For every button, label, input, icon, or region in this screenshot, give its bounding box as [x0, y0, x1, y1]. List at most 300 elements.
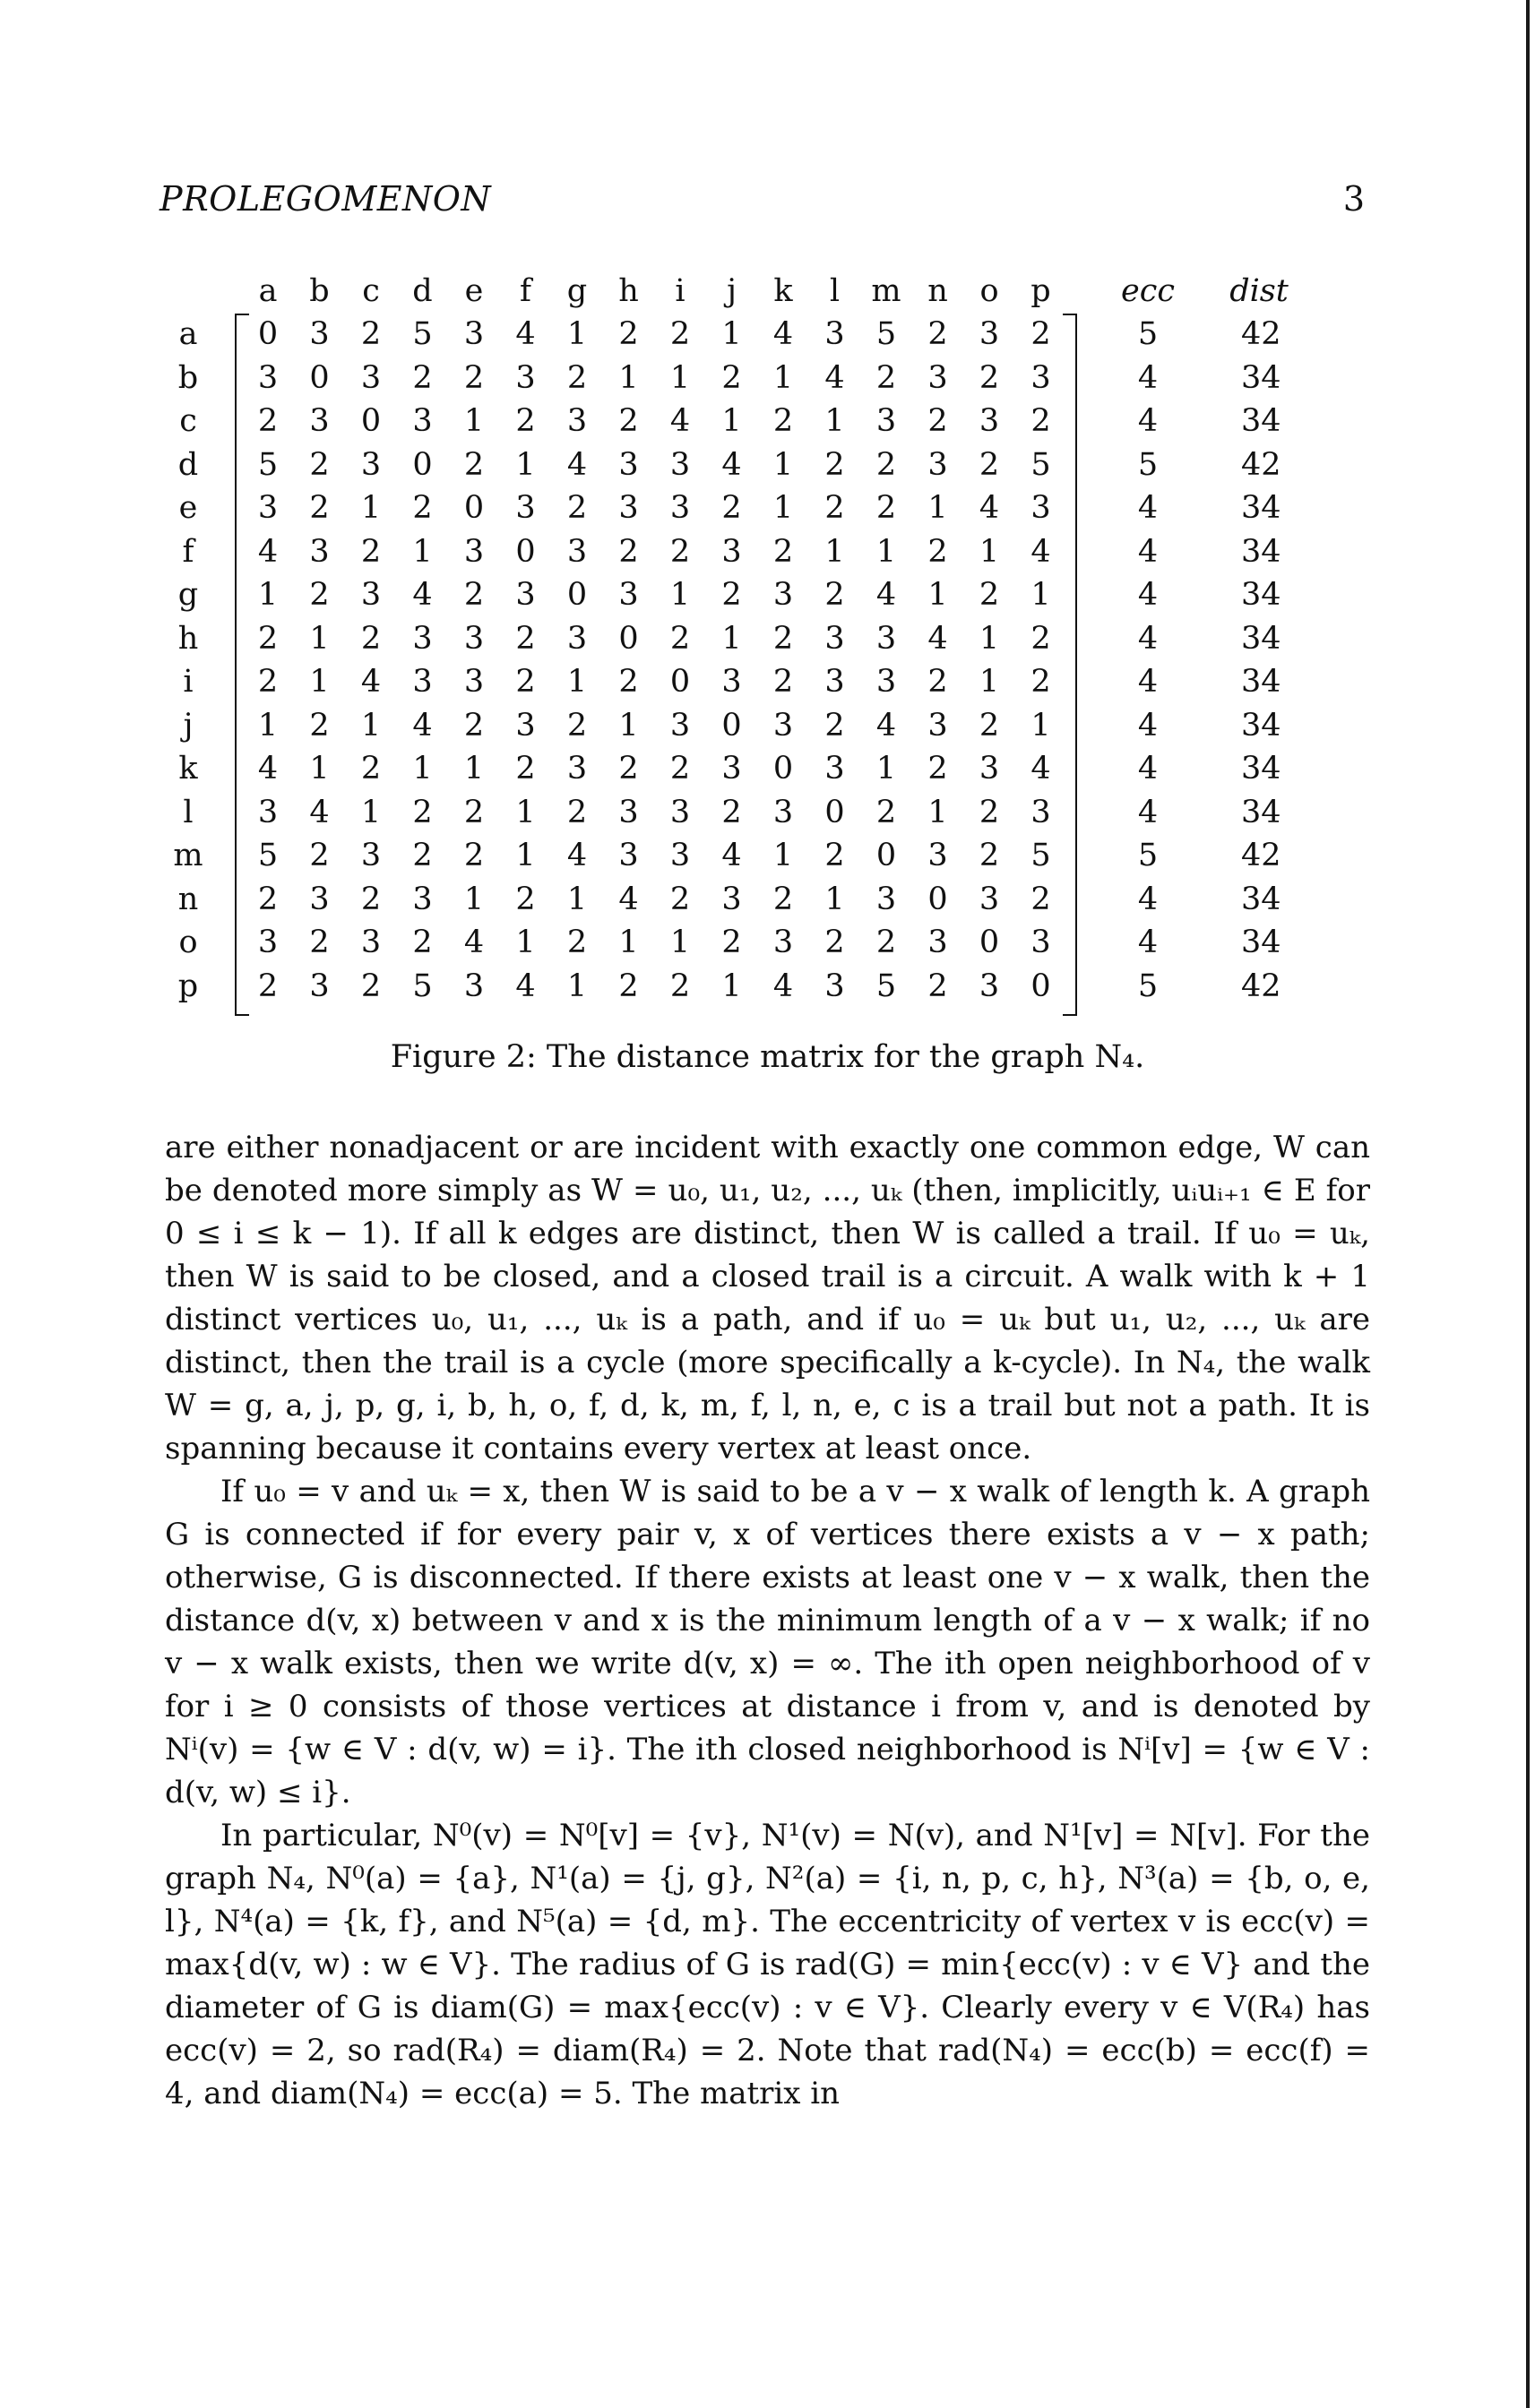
matrix-dist-value: 34 [1241, 359, 1281, 396]
matrix-cell: 2 [927, 968, 948, 1004]
matrix-cell: 2 [515, 620, 536, 657]
matrix-cell: 1 [566, 968, 588, 1004]
matrix-cell: 2 [979, 577, 1000, 613]
matrix-cell: 2 [979, 707, 1000, 744]
body-text [165, 1126, 1370, 2115]
matrix-cell: 5 [1031, 446, 1051, 483]
matrix-cell: 2 [515, 751, 536, 787]
matrix-cell: 2 [875, 794, 897, 830]
matrix-cell: 1 [979, 533, 1000, 570]
matrix-cell: 2 [566, 490, 588, 526]
matrix-col-label: b [309, 273, 330, 309]
matrix-cell: 2 [360, 881, 382, 917]
matrix-cell: 4 [772, 316, 794, 352]
matrix-cell: 2 [463, 577, 485, 613]
matrix-ecc-value: 5 [1137, 838, 1159, 873]
matrix-cell: 0 [772, 751, 794, 787]
matrix-cell: 3 [360, 359, 382, 396]
matrix-col-label: g [566, 273, 588, 309]
matrix-cell: 2 [875, 490, 897, 526]
matrix-cell: 2 [257, 620, 279, 657]
matrix-cell: 4 [618, 881, 639, 917]
matrix-cell: 3 [875, 403, 897, 439]
matrix-cell: 2 [721, 359, 742, 396]
matrix-cell: 1 [669, 359, 691, 396]
matrix-cell: 2 [1031, 664, 1051, 700]
matrix-col-label: d [412, 273, 433, 309]
matrix-cell: 1 [1031, 577, 1051, 613]
matrix-col-label: k [773, 273, 793, 309]
matrix-cell: 1 [1031, 707, 1051, 744]
matrix-row-label: b [177, 359, 199, 396]
matrix-cell: 2 [566, 359, 588, 396]
matrix-cell: 1 [824, 403, 845, 439]
paragraph-3: In particular, N⁰(v) = N⁰[v] = {v}, N¹(v) = N(v), and N¹[v] = N[v]. For the graph N₄, N⁰(a) = {a}, N¹(a) = {j, g}, N²(a) = {i, n, p, c, h}, N³(a) = {b, o, e, l}, N⁴(a) = {k, f}, and N⁵(a) = {d, m}. The eccentricity of vertex v is ecc(v) = max{d(v, w) : w ∈ V}. The radius of G is rad(G) = min{ecc(v) : v ∈ V} and the diameter of G is diam(G) = max{ecc(v) : v ∈ V}. Clearly every v ∈ V(R₄) has ecc(v) = 2, so rad(R₄) = diam(R₄) = 2. Note that rad(N₄) = ecc(b) = ecc(f) = 4, and diam(N₄) = ecc(a) = 5. The matrix in [165, 1818, 1370, 2111]
matrix-col-label: o [979, 273, 999, 309]
matrix-cell: 3 [721, 664, 742, 700]
matrix-cell: 3 [412, 881, 433, 917]
matrix-cell: 2 [618, 316, 639, 352]
matrix-row-label: i [183, 664, 194, 700]
running-title: PROLEGOMENON [160, 179, 492, 219]
matrix-cell: 2 [927, 664, 948, 700]
matrix-cell: 2 [1031, 316, 1051, 352]
matrix-cell: 2 [1031, 620, 1051, 657]
matrix-cell: 2 [412, 490, 433, 526]
matrix-cell: 2 [618, 533, 639, 570]
matrix-cell: 1 [515, 446, 536, 483]
matrix-cell: 1 [618, 924, 639, 960]
matrix-cell: 1 [824, 533, 845, 570]
matrix-cell: 0 [566, 577, 588, 613]
matrix-cell: 2 [463, 838, 485, 873]
matrix-cell: 1 [721, 403, 742, 439]
matrix-row-label: n [177, 881, 199, 917]
matrix-cell: 2 [309, 446, 330, 483]
matrix-row-label: f [182, 533, 194, 570]
matrix-cell: 2 [463, 359, 485, 396]
matrix-cell: 2 [566, 707, 588, 744]
matrix-cell: 2 [360, 751, 382, 787]
matrix-cell: 3 [618, 838, 639, 873]
matrix-cell: 3 [875, 881, 897, 917]
matrix-cell: 2 [669, 620, 691, 657]
matrix-cell: 1 [979, 664, 1000, 700]
matrix-dist-value: 34 [1241, 577, 1281, 613]
matrix-cell: 4 [927, 620, 948, 657]
matrix-cell: 1 [257, 577, 279, 613]
matrix-dist-value: 42 [1241, 446, 1281, 483]
matrix-cell: 1 [721, 620, 742, 657]
matrix-cell: 1 [463, 881, 485, 917]
matrix-row-label: o [178, 924, 198, 960]
matrix-cell: 2 [515, 881, 536, 917]
figure-caption: Figure 2: The distance matrix for the graph N₄. [390, 1039, 1145, 1075]
matrix-ecc-value: 4 [1137, 533, 1159, 570]
matrix-cell: 2 [875, 359, 897, 396]
matrix-left-bracket [235, 314, 249, 1016]
matrix-ecc-value: 5 [1137, 316, 1159, 352]
matrix-cell: 1 [515, 794, 536, 830]
matrix-cell: 1 [772, 446, 794, 483]
matrix-cell: 4 [979, 490, 1000, 526]
matrix-dist-value: 42 [1241, 316, 1281, 352]
matrix-cell: 2 [463, 707, 485, 744]
matrix-cell: 3 [875, 664, 897, 700]
matrix-cell: 1 [618, 359, 639, 396]
matrix-cell: 1 [772, 490, 794, 526]
matrix-cell: 3 [1031, 359, 1051, 396]
matrix-cell: 0 [309, 359, 330, 396]
matrix-cell: 4 [463, 924, 485, 960]
matrix-ecc-value: 5 [1137, 968, 1159, 1004]
matrix-row-label: j [183, 707, 194, 744]
matrix-cell: 3 [721, 881, 742, 917]
matrix-cell: 2 [772, 881, 794, 917]
matrix-cell: 3 [257, 924, 279, 960]
matrix-cell: 1 [360, 707, 382, 744]
matrix-dist-value: 34 [1241, 620, 1281, 657]
matrix-cell: 3 [669, 490, 691, 526]
matrix-cell: 0 [515, 533, 536, 570]
matrix-ecc-value: 4 [1137, 620, 1159, 657]
matrix-ecc-value: 4 [1137, 577, 1159, 613]
matrix-cell: 3 [618, 490, 639, 526]
matrix-cell: 1 [927, 490, 948, 526]
matrix-cell: 1 [618, 707, 639, 744]
matrix-cell: 3 [618, 794, 639, 830]
matrix-cell: 3 [669, 838, 691, 873]
matrix-cell: 3 [463, 664, 485, 700]
matrix-cell: 4 [566, 838, 588, 873]
matrix-cell: 2 [1031, 403, 1051, 439]
matrix-cell: 5 [1031, 838, 1051, 873]
matrix-col-label: n [927, 273, 948, 309]
matrix-dist-value: 34 [1241, 490, 1281, 526]
matrix-cell: 3 [309, 403, 330, 439]
matrix-cell: 4 [515, 968, 536, 1004]
matrix-cell: 3 [927, 838, 948, 873]
matrix-row-label: a [178, 316, 198, 352]
matrix-cell: 1 [927, 794, 948, 830]
matrix-cell: 2 [824, 446, 845, 483]
matrix-cell: 4 [669, 403, 691, 439]
matrix-cell: 3 [824, 751, 845, 787]
matrix-cell: 3 [360, 838, 382, 873]
matrix-cell: 1 [669, 924, 691, 960]
matrix-cell: 2 [979, 359, 1000, 396]
matrix-dist-value: 34 [1241, 403, 1281, 439]
matrix-cell: 2 [360, 968, 382, 1004]
page-header [160, 179, 1365, 224]
matrix-cell: 2 [772, 620, 794, 657]
matrix-cell: 1 [360, 794, 382, 830]
matrix-col-label: i [675, 273, 686, 309]
matrix-ecc-value: 4 [1137, 359, 1159, 396]
matrix-cell: 2 [669, 968, 691, 1004]
matrix-col-label: m [871, 273, 901, 309]
matrix-cell: 2 [669, 881, 691, 917]
matrix-cell: 2 [979, 838, 1000, 873]
matrix-cell: 3 [979, 751, 1000, 787]
matrix-cell: 0 [360, 403, 382, 439]
matrix-cell: 3 [618, 577, 639, 613]
matrix-ecc-value: 4 [1137, 751, 1159, 787]
matrix-cell: 5 [412, 316, 433, 352]
matrix-cell: 3 [669, 794, 691, 830]
matrix-cell: 4 [721, 446, 742, 483]
matrix-cell: 0 [721, 707, 742, 744]
matrix-cell: 2 [309, 838, 330, 873]
matrix-cell: 3 [772, 794, 794, 830]
matrix-cell: 5 [257, 446, 279, 483]
matrix-cell: 3 [1031, 490, 1051, 526]
matrix-cell: 3 [515, 490, 536, 526]
matrix-cell: 4 [1031, 751, 1051, 787]
matrix-row-label: h [177, 620, 199, 657]
matrix-cell: 2 [309, 707, 330, 744]
matrix-cell: 3 [515, 707, 536, 744]
matrix-cell: 2 [927, 403, 948, 439]
paragraph-2: If u₀ = v and uₖ = x, then W is said to be a v − x walk of length k. A graph G is connected if for every pair v, x of vertices there exists a v − x path; otherwise, G is disconnected. If there exists at least one v − x walk, then the distance d(v, x) between v and x is the minimum length of a v − x walk; if no v − x walk exists, then we write d(v, x) = ∞. The ith open neighborhood of v for i ≥ 0 consists of those vertices at distance i from v, and is denoted by Nⁱ(v) = {w ∈ V : d(v, w) = i}. The ith closed neighborhood is Nⁱ[v] = {w ∈ V : d(v, w) ≤ i}. [165, 1474, 1370, 1810]
matrix-cell: 1 [927, 577, 948, 613]
matrix-row-label: p [177, 968, 199, 1004]
matrix-cell: 2 [721, 924, 742, 960]
matrix-cell: 2 [566, 924, 588, 960]
matrix-dist-value: 42 [1241, 968, 1281, 1004]
matrix-cell: 1 [566, 881, 588, 917]
matrix-col-label: h [618, 273, 639, 309]
matrix-cell: 3 [772, 924, 794, 960]
matrix-cell: 2 [257, 664, 279, 700]
matrix-cell: 3 [824, 620, 845, 657]
matrix-cell: 0 [979, 924, 1000, 960]
matrix-cell: 2 [412, 838, 433, 873]
matrix-cell: 2 [875, 924, 897, 960]
matrix-ecc-value: 4 [1137, 664, 1159, 700]
matrix-cell: 2 [721, 794, 742, 830]
matrix-cell: 5 [875, 968, 897, 1004]
matrix-cell: 2 [927, 316, 948, 352]
matrix-cell: 1 [721, 316, 742, 352]
matrix-cell: 2 [618, 968, 639, 1004]
matrix-cell: 2 [669, 751, 691, 787]
matrix-cell: 3 [772, 707, 794, 744]
matrix-cell: 3 [463, 620, 485, 657]
matrix-cell: 1 [309, 751, 330, 787]
matrix-dist-value: 34 [1241, 707, 1281, 744]
matrix-cell: 4 [257, 751, 279, 787]
matrix-dist-value: 34 [1241, 794, 1281, 830]
matrix-cell: 2 [772, 533, 794, 570]
matrix-cell: 1 [463, 751, 485, 787]
matrix-cell: 3 [979, 316, 1000, 352]
matrix-row-label: e [178, 490, 198, 526]
matrix-cell: 2 [618, 403, 639, 439]
matrix-cell: 2 [979, 446, 1000, 483]
matrix-cell: 0 [875, 838, 897, 873]
matrix-cell: 3 [875, 620, 897, 657]
matrix-cell: 3 [515, 359, 536, 396]
matrix-cell: 2 [360, 316, 382, 352]
matrix-cell: 2 [772, 403, 794, 439]
matrix-cell: 2 [824, 838, 845, 873]
matrix-row-label: k [178, 751, 198, 787]
matrix-cell: 3 [927, 359, 948, 396]
matrix-cell: 1 [875, 533, 897, 570]
matrix-col-label: l [829, 273, 841, 309]
matrix-cell: 3 [412, 620, 433, 657]
matrix-cell: 3 [1031, 924, 1051, 960]
matrix-cell: 1 [515, 838, 536, 873]
matrix-cell: 3 [772, 577, 794, 613]
matrix-row-label: c [179, 403, 197, 439]
matrix-dist-value: 34 [1241, 533, 1281, 570]
matrix-cell: 4 [875, 577, 897, 613]
matrix-ecc-value: 4 [1137, 403, 1159, 439]
matrix-cell: 2 [360, 533, 382, 570]
matrix-cell: 4 [772, 968, 794, 1004]
matrix-cell: 1 [566, 664, 588, 700]
matrix-cell: 3 [927, 707, 948, 744]
matrix-cell: 1 [360, 490, 382, 526]
matrix-cell: 2 [257, 968, 279, 1004]
matrix-cell: 1 [669, 577, 691, 613]
distance-matrix-figure [0, 273, 1535, 1026]
dist-column-label: dist [1229, 273, 1289, 309]
matrix-cell: 4 [824, 359, 845, 396]
matrix-cell: 2 [618, 664, 639, 700]
matrix-cell: 2 [669, 533, 691, 570]
matrix-cell: 1 [309, 664, 330, 700]
matrix-cell: 3 [721, 533, 742, 570]
matrix-right-bracket [1063, 314, 1077, 1016]
matrix-cell: 3 [824, 316, 845, 352]
matrix-cell: 3 [721, 751, 742, 787]
matrix-cell: 4 [566, 446, 588, 483]
matrix-col-label: p [1031, 273, 1051, 309]
matrix-col-label: e [464, 273, 484, 309]
matrix-cell: 2 [721, 577, 742, 613]
matrix-cell: 2 [412, 359, 433, 396]
matrix-dist-value: 34 [1241, 881, 1281, 917]
matrix-cell: 1 [257, 707, 279, 744]
matrix-cell: 2 [721, 490, 742, 526]
paragraph-1: are either nonadjacent or are incident with exactly one common edge, W can be denoted more simply as W = u₀, u₁, u₂, ..., uₖ (then, implicitly, uᵢuᵢ₊₁ ∈ E for 0 ≤ i ≤ k − 1). If all k edges are distinct, then W is called a trail. If u₀ = uₖ, then W is said to be closed, and a closed trail is a circuit. A walk with k + 1 distinct vertices u₀, u₁, ..., uₖ is a path, and if u₀ = uₖ but u₁, u₂, ..., uₖ are distinct, then the trail is a cycle (more specifically a k-cycle). In N₄, the walk W = g, a, j, p, g, i, b, h, o, f, d, k, m, f, l, n, e, c is a trail but not a path. It is spanning because it contains every vertex at least once. [165, 1130, 1370, 1466]
matrix-cell: 2 [515, 664, 536, 700]
matrix-cell: 1 [566, 316, 588, 352]
matrix-cell: 0 [412, 446, 433, 483]
matrix-ecc-value: 4 [1137, 924, 1159, 960]
matrix-dist-value: 34 [1241, 924, 1281, 960]
matrix-cell: 2 [618, 751, 639, 787]
matrix-cell: 3 [566, 533, 588, 570]
matrix-ecc-value: 4 [1137, 794, 1159, 830]
matrix-cell: 3 [566, 403, 588, 439]
matrix-cell: 5 [875, 316, 897, 352]
matrix-cell: 3 [257, 794, 279, 830]
matrix-cell: 2 [463, 446, 485, 483]
matrix-cell: 2 [257, 881, 279, 917]
matrix-cell: 3 [309, 533, 330, 570]
matrix-col-label: c [362, 273, 380, 309]
matrix-ecc-value: 4 [1137, 707, 1159, 744]
matrix-cell: 2 [927, 751, 948, 787]
matrix-col-label: f [520, 273, 531, 309]
matrix-row-label: g [177, 577, 199, 613]
matrix-cell: 1 [772, 359, 794, 396]
matrix-cell: 4 [1031, 533, 1051, 570]
matrix-cell: 2 [309, 577, 330, 613]
matrix-cell: 3 [360, 446, 382, 483]
matrix-ecc-value: 4 [1137, 881, 1159, 917]
matrix-col-label: j [727, 273, 737, 309]
matrix-cell: 2 [1031, 881, 1051, 917]
matrix-cell: 2 [824, 577, 845, 613]
matrix-cell: 3 [360, 924, 382, 960]
matrix-cell: 3 [309, 316, 330, 352]
matrix-cell: 5 [412, 968, 433, 1004]
ecc-column-label: ecc [1121, 273, 1175, 309]
matrix-cell: 3 [515, 577, 536, 613]
matrix-cell: 3 [257, 359, 279, 396]
matrix-row-label: d [177, 446, 199, 483]
matrix-cell: 3 [927, 924, 948, 960]
matrix-cell: 2 [309, 490, 330, 526]
matrix-cell: 5 [257, 838, 279, 873]
matrix-cell: 4 [515, 316, 536, 352]
matrix-cell: 2 [515, 403, 536, 439]
page-number: 3 [1342, 179, 1365, 219]
matrix-cell: 1 [412, 533, 433, 570]
matrix-ecc-value: 5 [1137, 446, 1159, 483]
matrix-cell: 2 [566, 794, 588, 830]
matrix-cell: 0 [824, 794, 845, 830]
matrix-row-label: l [183, 794, 194, 830]
matrix-cell: 2 [257, 403, 279, 439]
matrix-cell: 0 [463, 490, 485, 526]
matrix-dist-value: 34 [1241, 751, 1281, 787]
matrix-cell: 2 [824, 707, 845, 744]
matrix-cell: 2 [875, 446, 897, 483]
matrix-cell: 1 [875, 751, 897, 787]
matrix-cell: 4 [360, 664, 382, 700]
matrix-cell: 3 [824, 968, 845, 1004]
matrix-cell: 2 [412, 924, 433, 960]
matrix-cell: 4 [412, 707, 433, 744]
matrix-cell: 3 [412, 664, 433, 700]
matrix-cell: 2 [412, 794, 433, 830]
matrix-cell: 4 [875, 707, 897, 744]
matrix-cell: 3 [463, 968, 485, 1004]
matrix-cell: 2 [463, 794, 485, 830]
matrix-cell: 1 [824, 881, 845, 917]
matrix-cell: 3 [618, 446, 639, 483]
matrix-dist-value: 42 [1241, 838, 1281, 873]
matrix-ecc-value: 4 [1137, 490, 1159, 526]
matrix-cell: 4 [257, 533, 279, 570]
matrix-cell: 0 [618, 620, 639, 657]
matrix-cell: 3 [463, 316, 485, 352]
matrix-cell: 3 [309, 968, 330, 1004]
matrix-cell: 3 [309, 881, 330, 917]
matrix-cell: 1 [309, 620, 330, 657]
matrix-cell: 3 [463, 533, 485, 570]
matrix-cell: 3 [979, 881, 1000, 917]
matrix-cell: 1 [515, 924, 536, 960]
matrix-cell: 1 [721, 968, 742, 1004]
matrix-cell: 2 [979, 794, 1000, 830]
